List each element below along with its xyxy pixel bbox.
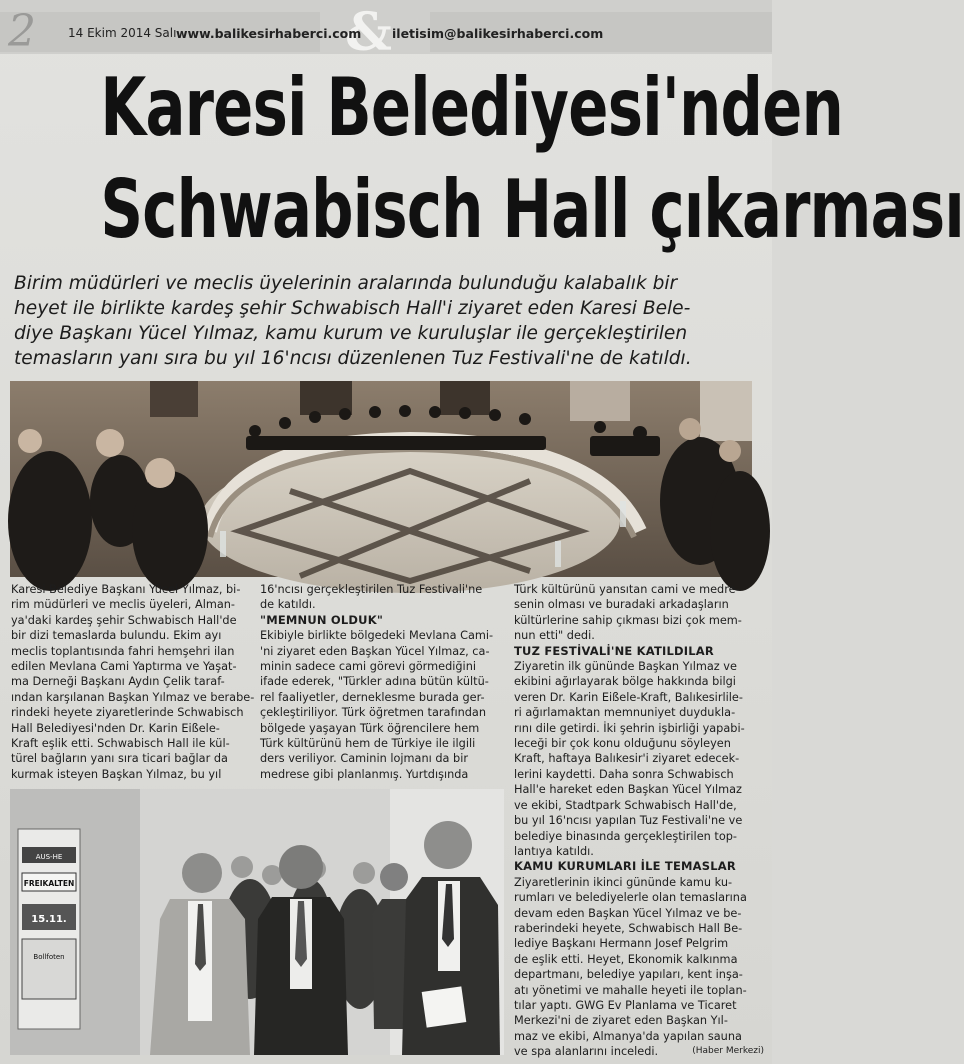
body-line: atı yönetimi ve mahalle heyeti ile toplan- <box>514 983 747 997</box>
body-line: departmanı, belediye yapıları, kent inşa- <box>514 968 743 982</box>
body-line: ders veriliyor. Caminin lojmanı da bir <box>260 752 468 766</box>
body-line: de eşlik etti. Heyet, Ekonomik kalkınma <box>514 952 738 966</box>
body-line: ifade ederek, "Türkler adına bütün kültü- <box>260 675 489 689</box>
body-line: Hall Belediyesi'nden Dr. Karin Eißele- <box>11 721 220 735</box>
body-line: ya'daki kardeş şehir Schwabisch Hall'de <box>11 613 237 627</box>
body-line: tılar yaptı. GWG Ev Planlama ve Ticaret <box>514 998 737 1012</box>
lead-paragraph <box>14 271 762 371</box>
body-line: ekibini ağırlayarak bölge hakkında bilgi <box>514 675 736 689</box>
body-line: Kraft, haftaya Balıkesir'i ziyaret edecek- <box>514 752 740 766</box>
headline-line-2: Schwabisch Hall çıkarması <box>100 163 964 256</box>
body-line: rını dile getirdi. İki şehrin işbirliği yapabi- <box>514 721 745 735</box>
body-line: lediye Başkanı Hermann Josef Pelgrim <box>514 937 729 951</box>
poster-sign: AUS-HE <box>35 853 63 861</box>
subheading-tuz-festivali: TUZ FESTİVALİ'NE KATILDILAR <box>514 643 714 658</box>
poster-sign: Bollfoten <box>33 953 65 961</box>
article-column-2 <box>260 582 506 782</box>
issue-date: 14 Ekim 2014 Salı <box>68 26 177 40</box>
body-line: bir dizi temaslarda bulundu. Ekim ayı <box>11 629 222 643</box>
body-line: 16'ncısı gerçekleştirilen Tuz Festivali'ne <box>260 583 483 596</box>
body-line: de katıldı. <box>260 598 316 612</box>
poster-sign: FREIKALTEN <box>23 879 75 888</box>
body-line: kurmak isteyen Başkan Yılmaz, bu yıl <box>11 767 222 781</box>
article-column-1 <box>11 582 255 782</box>
body-line: türel bağların yanı sıra ticari bağlar da <box>11 752 228 766</box>
body-line: Ekibiyle birlikte bölgedeki Mevlana Cami- <box>260 629 494 643</box>
body-line: devam eden Başkan Yücel Yılmaz ve be- <box>514 906 742 920</box>
article-credit: (Haber Merkezi) <box>692 1046 764 1057</box>
body-line: Merkezi'ni de ziyaret eden Başkan Yıl- <box>514 1014 728 1028</box>
body-line: minin sadece cami görevi görmediğini <box>260 660 476 674</box>
delegation-photo <box>10 789 504 1055</box>
meeting-photo <box>10 381 752 577</box>
body-line: Karesi Belediye Başkanı Yücel Yılmaz, bi- <box>11 583 241 596</box>
body-line-last <box>514 1044 764 1059</box>
body-line: lantıya katıldı. <box>514 844 594 858</box>
lead-line: diye Başkanı Yücel Yılmaz, kamu kurum ve kuruluşlar ile gerçekleştirilen <box>14 323 688 344</box>
body-line: lerini kaydetti. Daha sonra Schwabisch <box>514 767 734 781</box>
page-header <box>0 0 772 63</box>
body-line: nun etti" dedi. <box>514 629 595 643</box>
body-line: ri ağırlamaktan memnuniyet duydukla- <box>514 706 736 720</box>
lead-line: heyet ile birlikte kardeş şehir Schwabisch Hall'i ziyaret eden Karesi Bele- <box>14 298 691 319</box>
subheading-memnun-olduk: "MEMNUN OLDUK" <box>260 612 384 627</box>
body-line: raberindeki heyete, Schwabisch Hall Be- <box>514 921 743 935</box>
body-line: rumları ve belediyelerle olan temaslarına <box>514 891 747 905</box>
poster-sign: 15.11. <box>31 914 67 925</box>
email-link[interactable]: iletisim@balikesirhaberci.com <box>392 26 604 41</box>
body-line: belediye binasında gerçekleştirilen top- <box>514 829 737 843</box>
body-line: medrese gibi planlanmış. Yurtdışında <box>260 767 469 781</box>
body-line: meclis toplantısında fahri hemşehri ilan <box>11 644 235 658</box>
body-line: senin olması ve buradaki arkadaşların <box>514 598 729 612</box>
lead-line: Birim müdürleri ve meclis üyelerinin aralarında bulunduğu kalabalık bir <box>14 273 678 294</box>
headline-line-1: Karesi Belediyesi'nden <box>100 61 843 154</box>
article-column-3 <box>514 582 764 1060</box>
body-line: kültürlerine sahip çıkması bizi çok mem- <box>514 613 742 627</box>
body-line: Ziyaretlerinin ikinci gününde kamu ku- <box>514 875 733 889</box>
body-line: çekleştiriliyor. Türk öğretmen tarafından <box>260 706 486 720</box>
body-line: ve spa alanlarını inceledi. <box>514 1045 659 1059</box>
body-line: 'ni ziyaret eden Başkan Yücel Yılmaz, ca- <box>260 644 490 658</box>
body-line: edilen Mevlana Cami Yaptırma ve Yaşat- <box>11 660 237 674</box>
ampersand-logo: & <box>345 2 392 63</box>
body-line: Ziyaretin ilk gününde Başkan Yılmaz ve <box>514 660 737 674</box>
body-line: Türk kültürünü yansıtan cami ve medre- <box>514 583 740 596</box>
body-line: rindeki heyete ziyaretlerinde Schwabisch <box>11 706 244 720</box>
body-line: Hall'e hareket eden Başkan Yücel Yılmaz <box>514 783 742 797</box>
body-line: veren Dr. Karin Eißele-Kraft, Balıkesirlile- <box>514 690 743 704</box>
body-line: Kraft eşlik etti. Schwabisch Hall ile kül- <box>11 737 230 751</box>
body-line: bu yıl 16'ncısı yapılan Tuz Festivali'ne ve <box>514 814 743 828</box>
body-line: rel faaliyetler, derneklesme burada ger- <box>260 690 485 704</box>
lead-line: temasların yanı sıra bu yıl 16'ncısı düzenlenen Tuz Festivali'ne de katıldı. <box>14 348 692 369</box>
website-link[interactable]: www.balikesirhaberci.com <box>176 26 362 41</box>
body-line: bölgede yaşayan Türk öğrencilere hem <box>260 721 480 735</box>
body-line: rim müdürleri ve meclis üyeleri, Alman- <box>11 598 236 612</box>
body-line: ma Derneği Başkanı Aydın Çelik taraf- <box>11 675 225 689</box>
body-line: maz ve ekibi, Almanya'da yapılan sauna <box>514 1029 742 1043</box>
body-line: leceği bir çok konu olduğunu söyleyen <box>514 737 731 751</box>
page-number: 2 <box>8 6 36 57</box>
body-line: Türk kültürünü hem de Türkiye ile ilgili <box>260 737 476 751</box>
subheading-kamu-kurumlari: KAMU KURUMLARI İLE TEMASLAR <box>514 859 736 874</box>
body-line: ından karşılanan Başkan Yılmaz ve berabe- <box>11 690 255 704</box>
body-line: ve ekibi, Stadtpark Schwabisch Hall'de, <box>514 798 737 812</box>
